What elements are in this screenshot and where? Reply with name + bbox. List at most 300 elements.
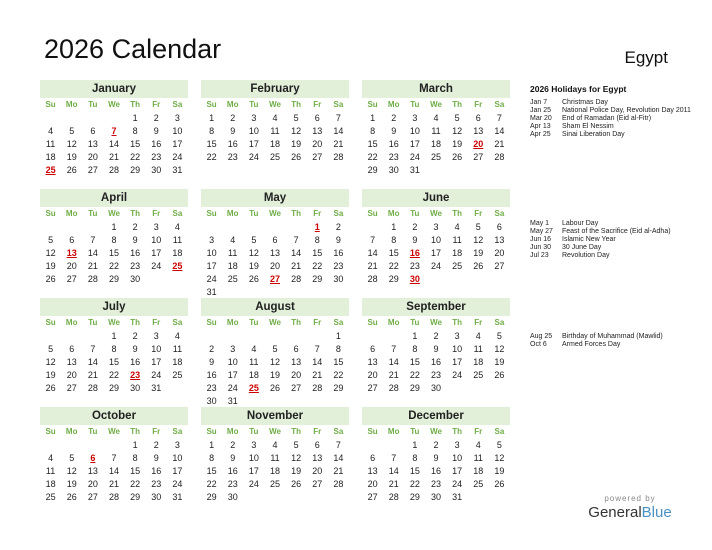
day-cell: 17 (248, 139, 259, 149)
day-cell: 11 (228, 248, 238, 258)
day-cell: 25 (269, 152, 280, 162)
day-cell: 18 (227, 261, 238, 271)
day-cell: 7 (293, 235, 299, 245)
day-cell: 14 (333, 453, 344, 463)
day-cell: 15 (130, 139, 141, 149)
holiday-date: Jan 25 (530, 107, 552, 114)
day-cell: 10 (452, 453, 463, 463)
weekday-label: Fr (313, 100, 322, 109)
day-cell: 15 (312, 248, 323, 258)
day-cell: 26 (66, 492, 77, 502)
holiday-name: Islamic New Year (562, 236, 616, 243)
day-cell: 15 (367, 139, 378, 149)
holiday-list-q1 (530, 99, 700, 139)
holiday-day-cell: 25 (45, 165, 56, 175)
day-cell: 17 (452, 357, 463, 367)
weekday-row (362, 207, 510, 221)
empty-cell (201, 330, 222, 343)
day-cell: 1 (132, 113, 138, 123)
day-cell: 21 (333, 139, 344, 149)
weekday-row (362, 316, 510, 330)
day-cell: 11 (473, 453, 483, 463)
empty-cell (40, 439, 61, 452)
weekday-label: We (108, 318, 120, 327)
weekday-label: Tu (410, 100, 420, 109)
weekday-label: Mo (226, 427, 239, 436)
day-cell: 29 (206, 492, 217, 502)
day-cell: 22 (409, 479, 420, 489)
day-cell: 9 (132, 235, 138, 245)
weekday-label: Tu (249, 427, 259, 436)
empty-cell (222, 330, 243, 343)
day-cell: 18 (473, 357, 484, 367)
day-cell: 10 (172, 126, 183, 136)
weekday-label: We (269, 318, 281, 327)
day-cell: 17 (430, 248, 441, 258)
weekday-label: Mo (387, 318, 400, 327)
day-cell: 13 (367, 357, 378, 367)
empty-cell (243, 221, 264, 234)
weekday-row (362, 98, 510, 112)
day-cell: 6 (293, 344, 299, 354)
holiday-name: Feast of the Sacrifice (Eid al-Adha) (562, 228, 671, 235)
day-cell: 26 (66, 165, 77, 175)
day-cell: 26 (291, 479, 302, 489)
weekday-label: Su (367, 318, 378, 327)
day-cell: 16 (430, 357, 441, 367)
day-cell: 5 (496, 440, 502, 450)
weekday-label: Tu (410, 318, 420, 327)
day-cell: 27 (473, 152, 484, 162)
day-grid (201, 439, 349, 504)
day-cell: 5 (48, 344, 54, 354)
day-cell: 4 (475, 331, 481, 341)
weekday-label: Sa (172, 100, 183, 109)
day-cell: 2 (153, 113, 159, 123)
day-cell: 9 (132, 344, 138, 354)
day-cell: 3 (174, 113, 180, 123)
day-cell: 21 (87, 370, 98, 380)
day-cell: 29 (388, 274, 399, 284)
day-cell: 8 (209, 126, 215, 136)
empty-cell (286, 221, 307, 234)
brand-logo[interactable] (588, 494, 672, 521)
day-cell: 6 (69, 235, 75, 245)
weekday-label: Sa (333, 100, 344, 109)
day-cell: 20 (494, 248, 505, 258)
day-cell: 18 (269, 139, 280, 149)
weekday-label: Th (291, 100, 302, 109)
empty-cell (82, 439, 103, 452)
day-cell: 3 (433, 222, 439, 232)
empty-cell (264, 221, 285, 234)
day-cell: 11 (431, 126, 441, 136)
day-cell: 20 (291, 370, 302, 380)
day-cell: 29 (367, 165, 378, 175)
day-cell: 18 (172, 248, 183, 258)
weekday-label: Tu (249, 209, 259, 218)
day-cell: 19 (291, 139, 302, 149)
day-cell: 26 (452, 152, 463, 162)
day-cell: 16 (151, 466, 162, 476)
weekday-row (201, 425, 349, 439)
day-cell: 10 (248, 453, 259, 463)
day-cell: 11 (249, 357, 259, 367)
weekday-row (201, 207, 349, 221)
day-cell: 21 (108, 479, 119, 489)
day-cell: 11 (172, 235, 183, 245)
day-cell: 27 (494, 261, 505, 271)
day-cell: 23 (430, 370, 441, 380)
day-cell: 5 (69, 126, 75, 136)
day-cell: 28 (333, 479, 344, 489)
day-cell: 24 (248, 479, 259, 489)
country-label: Egypt (624, 48, 668, 67)
weekday-label: We (269, 209, 281, 218)
day-cell: 15 (409, 357, 420, 367)
day-cell: 28 (108, 165, 119, 175)
holiday-date: Jul 23 (530, 252, 549, 259)
holiday-row (530, 236, 700, 244)
day-cell: 6 (272, 235, 278, 245)
page-title: 2026 Calendar (44, 34, 222, 64)
day-cell: 2 (153, 440, 159, 450)
day-cell: 1 (391, 222, 397, 232)
day-cell: 12 (473, 235, 484, 245)
holiday-row (530, 341, 700, 349)
day-cell: 1 (412, 331, 418, 341)
holiday-name: End of Ramadan (Eid al-Fitr) (562, 115, 652, 122)
day-cell: 17 (172, 466, 183, 476)
day-cell: 28 (333, 152, 344, 162)
day-grid (201, 330, 349, 408)
day-cell: 20 (269, 261, 280, 271)
day-cell: 21 (367, 261, 378, 271)
day-cell: 19 (494, 466, 505, 476)
day-cell: 11 (45, 466, 56, 476)
day-cell: 4 (251, 344, 257, 354)
day-cell: 3 (412, 113, 418, 123)
day-cell: 7 (391, 453, 397, 463)
day-cell: 16 (130, 248, 141, 258)
day-cell: 2 (335, 222, 341, 232)
day-grid (201, 112, 349, 164)
day-cell: 23 (130, 261, 141, 271)
brand-name (588, 504, 672, 521)
weekday-label: Mo (226, 100, 239, 109)
day-cell: 24 (151, 370, 162, 380)
day-cell: 27 (367, 383, 378, 393)
day-cell: 19 (45, 261, 56, 271)
holidays-title: 2026 Holidays for Egypt (530, 84, 627, 94)
day-cell: 1 (132, 440, 138, 450)
day-cell: 25 (430, 152, 441, 162)
day-cell: 19 (291, 466, 302, 476)
empty-cell (61, 112, 82, 125)
day-cell: 20 (87, 152, 98, 162)
day-cell: 23 (227, 152, 238, 162)
day-cell: 8 (412, 453, 418, 463)
day-cell: 11 (172, 344, 183, 354)
day-cell: 28 (291, 274, 302, 284)
month-may (201, 189, 349, 299)
day-cell: 6 (314, 113, 320, 123)
day-cell: 4 (433, 113, 439, 123)
day-cell: 5 (496, 331, 502, 341)
day-cell: 13 (87, 139, 98, 149)
empty-cell (82, 330, 103, 343)
day-cell: 3 (174, 440, 180, 450)
holiday-list-q2 (530, 220, 700, 260)
month-header: December (362, 407, 510, 425)
empty-cell (264, 330, 285, 343)
day-cell: 18 (45, 479, 56, 489)
month-header: February (201, 80, 349, 98)
day-cell: 14 (108, 466, 119, 476)
day-cell: 12 (66, 139, 77, 149)
weekday-label: Fr (474, 427, 483, 436)
month-header: January (40, 80, 188, 98)
day-cell: 22 (388, 261, 399, 271)
weekday-label: We (108, 427, 120, 436)
weekday-label: Mo (65, 100, 78, 109)
day-cell: 1 (370, 113, 376, 123)
day-cell: 31 (206, 287, 217, 297)
weekday-row (40, 98, 188, 112)
day-cell: 7 (90, 344, 96, 354)
day-grid (362, 112, 510, 177)
day-cell: 12 (45, 357, 56, 367)
weekday-label: Su (206, 209, 217, 218)
empty-cell (383, 330, 404, 343)
day-cell: 26 (291, 152, 302, 162)
day-cell: 5 (251, 235, 257, 245)
weekday-label: Mo (387, 427, 400, 436)
month-header: July (40, 298, 188, 316)
day-cell: 17 (227, 370, 238, 380)
day-cell: 9 (412, 235, 418, 245)
day-cell: 24 (409, 152, 420, 162)
day-cell: 12 (248, 248, 259, 258)
holiday-day-cell: 6 (90, 453, 96, 463)
weekday-row (201, 316, 349, 330)
day-cell: 7 (496, 113, 502, 123)
holiday-date: Oct 6 (530, 341, 547, 348)
weekday-label: Mo (387, 100, 400, 109)
day-cell: 27 (312, 152, 323, 162)
day-cell: 8 (412, 344, 418, 354)
day-cell: 30 (333, 274, 344, 284)
weekday-label: Tu (88, 318, 98, 327)
day-cell: 14 (333, 126, 344, 136)
day-cell: 22 (367, 152, 378, 162)
day-cell: 16 (206, 370, 217, 380)
day-cell: 30 (151, 492, 162, 502)
day-cell: 3 (230, 344, 236, 354)
day-cell: 12 (291, 126, 302, 136)
day-grid (362, 221, 510, 286)
day-grid (362, 330, 510, 395)
day-cell: 3 (209, 235, 215, 245)
holiday-name: Birthday of Muhammad (Mawlid) (562, 333, 663, 340)
day-cell: 28 (388, 383, 399, 393)
weekday-label: Tu (88, 100, 98, 109)
month-header: April (40, 189, 188, 207)
weekday-label: Fr (313, 209, 322, 218)
weekday-label: We (430, 318, 442, 327)
day-cell: 24 (452, 479, 463, 489)
weekday-label: Sa (333, 427, 344, 436)
day-cell: 19 (66, 152, 77, 162)
day-cell: 10 (151, 235, 162, 245)
day-cell: 9 (153, 126, 159, 136)
day-cell: 7 (90, 235, 96, 245)
day-cell: 24 (248, 152, 259, 162)
day-cell: 3 (153, 331, 159, 341)
day-cell: 13 (87, 466, 98, 476)
month-november (201, 407, 349, 504)
weekday-label: Su (206, 427, 217, 436)
day-cell: 13 (312, 453, 323, 463)
holiday-name: 30 June Day (562, 244, 602, 251)
day-cell: 22 (206, 152, 217, 162)
day-cell: 7 (391, 344, 397, 354)
day-cell: 27 (66, 274, 77, 284)
weekday-label: Su (45, 427, 56, 436)
day-cell: 30 (227, 492, 238, 502)
day-cell: 22 (108, 370, 119, 380)
holiday-row (530, 252, 700, 260)
day-cell: 30 (151, 165, 162, 175)
day-cell: 3 (251, 440, 257, 450)
holiday-name: Labour Day (562, 220, 599, 227)
weekday-label: Fr (313, 318, 322, 327)
day-cell: 17 (206, 261, 217, 271)
day-cell: 16 (430, 466, 441, 476)
day-cell: 12 (494, 344, 505, 354)
day-cell: 8 (132, 126, 138, 136)
weekday-label: Th (130, 100, 141, 109)
day-cell: 27 (87, 165, 98, 175)
day-cell: 2 (412, 222, 418, 232)
weekday-label: Sa (172, 427, 183, 436)
holiday-date: Aug 25 (530, 333, 553, 340)
day-cell: 29 (108, 274, 119, 284)
weekday-label: We (430, 100, 442, 109)
day-cell: 29 (409, 383, 420, 393)
day-cell: 25 (473, 479, 484, 489)
empty-cell (243, 330, 264, 343)
day-cell: 16 (388, 139, 399, 149)
weekday-label: Mo (226, 318, 239, 327)
day-cell: 25 (172, 370, 183, 380)
day-cell: 15 (388, 248, 399, 258)
empty-cell (82, 112, 103, 125)
day-cell: 6 (370, 453, 376, 463)
day-cell: 26 (248, 274, 259, 284)
holiday-date: May 1 (530, 220, 550, 227)
day-cell: 18 (248, 370, 259, 380)
day-cell: 10 (409, 126, 420, 136)
day-cell: 10 (206, 248, 217, 258)
weekday-label: We (108, 209, 120, 218)
day-cell: 19 (45, 370, 56, 380)
holiday-name: Revolution Day (562, 252, 610, 259)
day-cell: 4 (174, 331, 180, 341)
day-cell: 16 (333, 248, 344, 258)
holiday-day-cell: 1 (314, 222, 320, 232)
weekday-label: Th (130, 318, 141, 327)
day-cell: 2 (433, 440, 439, 450)
day-cell: 20 (87, 479, 98, 489)
day-cell: 25 (227, 274, 238, 284)
day-cell: 4 (174, 222, 180, 232)
day-cell: 30 (130, 383, 141, 393)
day-cell: 28 (87, 383, 98, 393)
holiday-date: Apr 13 (530, 123, 551, 130)
holiday-day-cell: 23 (130, 370, 141, 380)
day-cell: 11 (452, 235, 462, 245)
weekday-label: Fr (474, 318, 483, 327)
day-cell: 22 (130, 479, 141, 489)
empty-cell (103, 439, 124, 452)
day-cell: 18 (269, 466, 280, 476)
day-cell: 30 (388, 165, 399, 175)
day-cell: 25 (45, 492, 56, 502)
weekday-label: Su (206, 100, 217, 109)
day-grid (40, 330, 188, 395)
day-cell: 31 (172, 165, 183, 175)
day-cell: 14 (312, 357, 323, 367)
day-cell: 9 (209, 357, 215, 367)
day-grid (40, 221, 188, 286)
day-cell: 7 (370, 235, 376, 245)
day-cell: 13 (66, 357, 77, 367)
day-cell: 15 (108, 248, 119, 258)
holiday-day-cell: 13 (66, 248, 77, 258)
day-cell: 8 (111, 235, 117, 245)
holiday-row (530, 107, 700, 115)
weekday-label: Su (206, 318, 217, 327)
empty-cell (307, 330, 328, 343)
brand-name-part1: General (588, 504, 642, 521)
weekday-label: Th (452, 209, 463, 218)
weekday-label: Th (291, 209, 302, 218)
day-cell: 3 (454, 331, 460, 341)
day-cell: 9 (335, 235, 341, 245)
day-cell: 4 (230, 235, 236, 245)
day-cell: 30 (130, 274, 141, 284)
weekday-label: Mo (65, 427, 78, 436)
day-cell: 23 (388, 152, 399, 162)
day-cell: 24 (430, 261, 441, 271)
holiday-row (530, 131, 700, 139)
day-cell: 1 (412, 440, 418, 450)
day-cell: 29 (409, 492, 420, 502)
holiday-name: Christmas Day (562, 99, 608, 106)
day-cell: 26 (494, 479, 505, 489)
day-cell: 28 (494, 152, 505, 162)
month-june (362, 189, 510, 286)
day-cell: 20 (312, 139, 323, 149)
weekday-label: Tu (410, 427, 420, 436)
day-cell: 14 (291, 248, 302, 258)
day-cell: 9 (230, 126, 236, 136)
day-cell: 22 (312, 261, 323, 271)
day-cell: 19 (66, 479, 77, 489)
day-cell: 19 (248, 261, 259, 271)
weekday-label: Th (291, 318, 302, 327)
